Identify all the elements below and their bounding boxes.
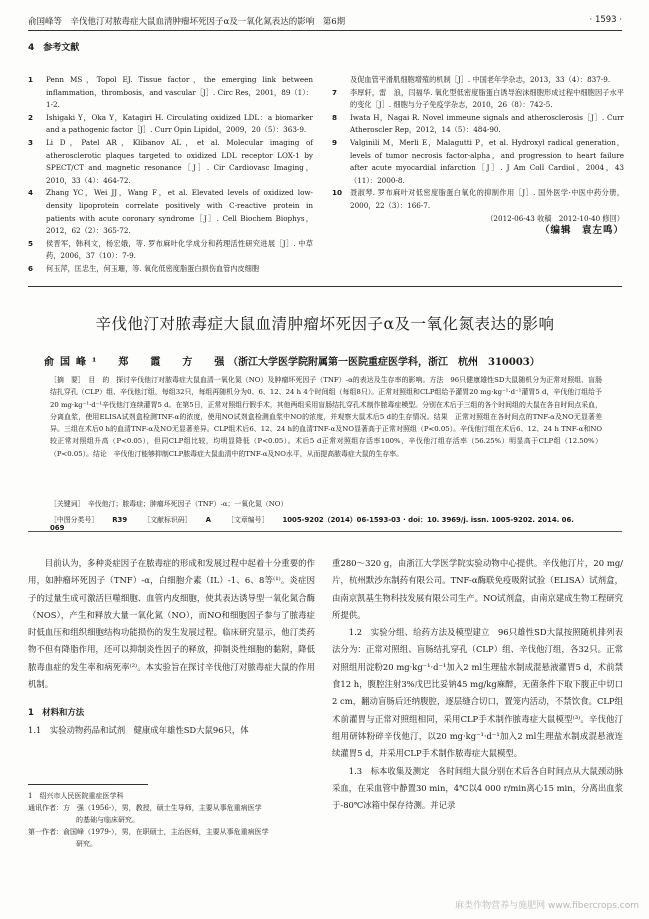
- reference-text: Penn MS，Topol EJ. Tissue factor，the emerging link between inflammation，thrombosis，and vascular［J］. Circ Res，2001，89（1）：1-2.: [46, 75, 313, 110]
- references-right-column: [332, 74, 624, 238]
- article-number-value: 1005-9202（2014）06-1593-03 · doi：10. 3969/j. issn. 1005-9202. 2014. 06. 069: [50, 516, 574, 532]
- article-title: 辛伐他汀对脓毒症大鼠血清肿瘤坏死因子α及一氧化氮表达的影响: [95, 315, 555, 333]
- page-number: · 1593 ·: [589, 15, 622, 25]
- clc-label: ［中图分类号］: [50, 516, 99, 524]
- article-number-label: ［文章编号］: [227, 516, 269, 524]
- classification-line: [50, 514, 602, 532]
- reference-item: [332, 137, 624, 187]
- footnote-line: 1 绍兴市人民医院重症医学科: [28, 792, 124, 800]
- reference-number: 1: [28, 75, 34, 84]
- materials-paragraph: 重280～320 g，由浙江大学医学院实验动物中心提供。辛伐他汀片，20 mg/片，杭州默沙东制药有限公司。TNF-α酶联免疫吸附试验（ELISA）试剂盒，由南京凯基生物科技发展有限公司生产。NO试剂盒，由南京建成生物工程研究所提供。: [332, 558, 623, 620]
- reference-text: Iwata H，Nagai R. Novel immeune signals and atherosclerosis［J］. Curr Atheroscler Rep，2012，14（5）：484-90.: [350, 112, 624, 135]
- body-right-column: [332, 555, 623, 814]
- editor-credit: （编辑 袁左鸣）: [539, 225, 624, 237]
- reference-item: [28, 137, 313, 187]
- reference-number: 5: [28, 238, 34, 248]
- reference-text: 侯晋军，韩利文，杨宏娥，等. 罗布麻叶化学成分和药理活性研究进展［J］. 中草药，2006，37（10）：7-9.: [46, 238, 313, 261]
- reference-text: Valginili M，Merli E，Malagutti P，et al. Hydroxyl radical generation，levels of tumor necrosis factor-alpha，and progression to heart failure after acute myocardial infarction［J］. J Am Coll Cardiol，2004，43（11）：2000-8.: [350, 137, 624, 185]
- reference-item: [28, 187, 313, 237]
- abstract-divider: [28, 531, 622, 532]
- keywords: ［关键词］ 辛伐他汀；脓毒症；肿瘤坏死因子（TNF）-α；一氧化氮（NO）: [50, 500, 288, 508]
- author-names: 俞国峰¹ 郑 霞 方 强: [44, 357, 231, 368]
- reference-item: [332, 87, 624, 112]
- section-1-3: 1.3 标本收集及测定 各时间组大鼠分别在术后各自时间点从大鼠颈动脉采血，在采血管中静置30 min，4℃以4 000 r/min离心15 min，分离出血浆于-80℃冰箱中保存待测。并记录: [332, 765, 623, 811]
- reference-item: [28, 112, 313, 137]
- reference-continuation: 及促血管平滑肌细胞增殖的机制［J］. 中国老年学杂志，2013，33（4）：837-9.: [350, 75, 611, 84]
- reference-item: [28, 263, 313, 276]
- reference-number: 9: [332, 137, 338, 147]
- reference-number: 7: [332, 87, 338, 97]
- reference-number: 10: [332, 188, 343, 198]
- introduction-paragraph: 目前认为，多种炎症因子在脓毒症的形成和发展过程中起着十分重要的作用，如肿瘤坏死因子（TNF）-α，白细胞介素（IL）-1、6、8等⁽¹⁾。炎症因子的过量生成可激活巨噬细胞、血管内皮细胞，使其表达诱导型一氧化氮合酶（NOS），产生和释放大量一氧化氮（NO），而NO和细胞因子参与了脓毒症时低血压和组织细胞结构功能损伤的发生发展过程。临床研究显示，他汀类药物不但有降脂作用，还可以抑制炎性因子的释放，抑制炎性细胞的黏附，降低脓毒血症的发生率和病死率⁽²⁾。本实验旨在探讨辛伐他汀对脓毒症大鼠的作用机制。: [28, 558, 315, 690]
- references-heading: 4 参考文献: [28, 43, 80, 53]
- reference-text: 何玉萍，匡忠生，何玉珊，等. 氧化低密度脂蛋白损伤血管内皮细胞: [46, 263, 260, 273]
- reference-text: Zhang YC，Wei JJ，Wang F，et al. Elevated levels of oxidized low-density lipoprotein correlate positively with C-reactive protein in patients with acute coronary syndrome［J］. Cell Biochem Biophys，2012，62（2）：365-72.: [46, 188, 313, 236]
- header-rule: [28, 30, 622, 31]
- clc-value: R39: [112, 516, 128, 524]
- section-1-1: 1.1 实验动物药品和试剂 健康成年雄性SD大鼠96只，体: [28, 724, 249, 735]
- article-divider: [28, 286, 622, 287]
- reference-item: [28, 238, 313, 263]
- footnotes: [28, 790, 315, 850]
- author-affiliation: （浙江大学医学院附属第一医院重症医学科，浙江 杭州 310003）: [228, 357, 540, 368]
- reference-number: 8: [332, 112, 338, 122]
- reference-text: 李厚轩，雷 浪，闫福华. 氧化型低密度脂蛋白诱导泡沫细胞形成过程中细胞因子水平的变化［J］. 细胞与分子免疫学杂志，2010，26（8）：742-5.: [350, 87, 624, 110]
- reference-number: 2: [28, 112, 34, 122]
- reference-item: [332, 112, 624, 137]
- reference-item: [332, 187, 624, 212]
- received-date: （2012-06-43 收稿 2012-10-40 修回）: [486, 213, 624, 223]
- reference-number: 6: [28, 263, 34, 273]
- reference-item: [28, 74, 313, 112]
- reference-text: Ishigaki Y，Oka Y，Katagiri H. Circulating oxidized LDL：a biomarker and a pathogenic factor［J］. Curr Opin Lipidol，2009，20（5）：363-9.: [46, 112, 313, 135]
- running-header: [28, 8, 622, 30]
- footnote-rule: [28, 784, 148, 785]
- references-left-column: [28, 74, 313, 276]
- reference-number: 4: [28, 188, 34, 198]
- body-left-column: [28, 555, 315, 739]
- footnote-line: 研究。: [76, 840, 97, 848]
- reference-number: 3: [28, 137, 34, 147]
- footnote-line: 的基础与临床研究。: [76, 816, 139, 824]
- abstract: ［摘 要］ 目 的 探讨辛伐他汀对脓毒症大鼠血清一氧化氮（NO）及肿瘤坏死因子（TNF）-α的表达及生存率的影响。方法 96只健康雄性SD大鼠随机分为正常对照组、盲肠结扎穿孔（CLP）组、辛伐他汀组，每组32只，每组再随机分为0、6、12、24 h 4个时间组（每组8只）。正常对照组和CLP组给予灌胃20 mg·kg⁻¹·d⁻¹灌胃5 d，辛伐他汀组给予20 mg·kg⁻¹·d⁻¹辛伐他汀连续灌胃5 d。在第5日，正常对照组行假手术，其他两组采用盲肠结扎穿孔术制作脓毒症模型。分别在术后于三组的各个时间组的大鼠在各自时间点采血，分离血浆，使用ELISA试剂盒检测TNF-α的浓度，使用NO试剂盒检测血浆中NO的浓度，并观察大鼠术后5 d的生存情况。结果 正常对照组在各时间点的TNF-α及NO无显著差异。三组在术后0 h的血清TNF-α及NO无显著差异。CLP组术后6、12、24 h的血清TNF-α及NO显著高于正常对照组（P<0.05）。辛伐他汀组在术后6、12、24 h TNF-α和NO较正常对照组升高（P<0.05），但同CLP组比较，均明显降低（P<0.05）。术后5 d正常对照组存活率100%，辛伐他汀组存活率（56.25%）明显高于CLP组（12.50%）（P<0.05）。结论 辛伐他汀能够抑制CLP脓毒症大鼠血清中的TNF-α及NO水平，从而提高脓毒症大鼠的生存率。: [50, 376, 602, 458]
- reference-text: 聂淑琴. 罗布麻叶对低密度脂蛋白氧化的抑制作用［J］. 国外医学·中医中药分册，2000，22（3）：166-7.: [350, 188, 624, 210]
- doc-code-value: A: [205, 516, 211, 524]
- running-title: 俞国峰等 辛伐他汀对脓毒症大鼠血清肿瘤坏死因子α及一氧化氮表达的影响 第6期: [28, 17, 346, 27]
- footnote-line: 通讯作者：方 强（1956-），男，教授，硕士生导师，主要从事危重病医学: [28, 804, 262, 812]
- watermark: 麻类作物营养与施肥网 www.fibercrops.com: [455, 901, 639, 911]
- doc-code-label: ［文献标识码］: [143, 516, 192, 524]
- footnote-line: 第一作者：俞国峰（1979-），男，在职硕士，主治医师，主要从事危重病医学: [28, 828, 269, 836]
- reference-text: Li D，Patel AR，Klibanov AL，et al. Molecular imaging of atherosclerotic plaques targeted to oxidized LDL receptor LOX-1 by SPECT/CT and magnetic resonance［J］. Cir Cardiovasc Imaging，2010，33（4）：464-72.: [46, 137, 313, 185]
- methods-heading: 1 材料和方法: [28, 707, 85, 718]
- section-1-2: 1.2 实验分组、给药方法及模型建立 96只雄性SD大鼠按照随机排列表法分为：正常对照组、盲肠结扎穿孔（CLP）组、辛伐他汀组，各32只。正常对照组用淀粉20 mg·kg⁻¹·d⁻¹加入2 ml生理盐水制成混悬液灌胃5 d，术前禁食12 h，腹腔注射3%戊巴比妥钠45 mg/kg麻醉，无菌条件下取下腹正中切口2 cm，翻动盲肠后还纳腹腔，逐层缝合切口，置笼内活动，不禁饮食。CLP组术前灌胃与正常对照组相同，采用CLP手术制作脓毒症大鼠模型⁽³⁾。辛伐他汀组用研钵粉碎辛伐他汀，以20 mg·kg⁻¹·d⁻¹加入2 ml生理盐水制成混悬液连续灌胃5 d，并采用CLP手术制作脓毒症大鼠模型。: [332, 627, 623, 759]
